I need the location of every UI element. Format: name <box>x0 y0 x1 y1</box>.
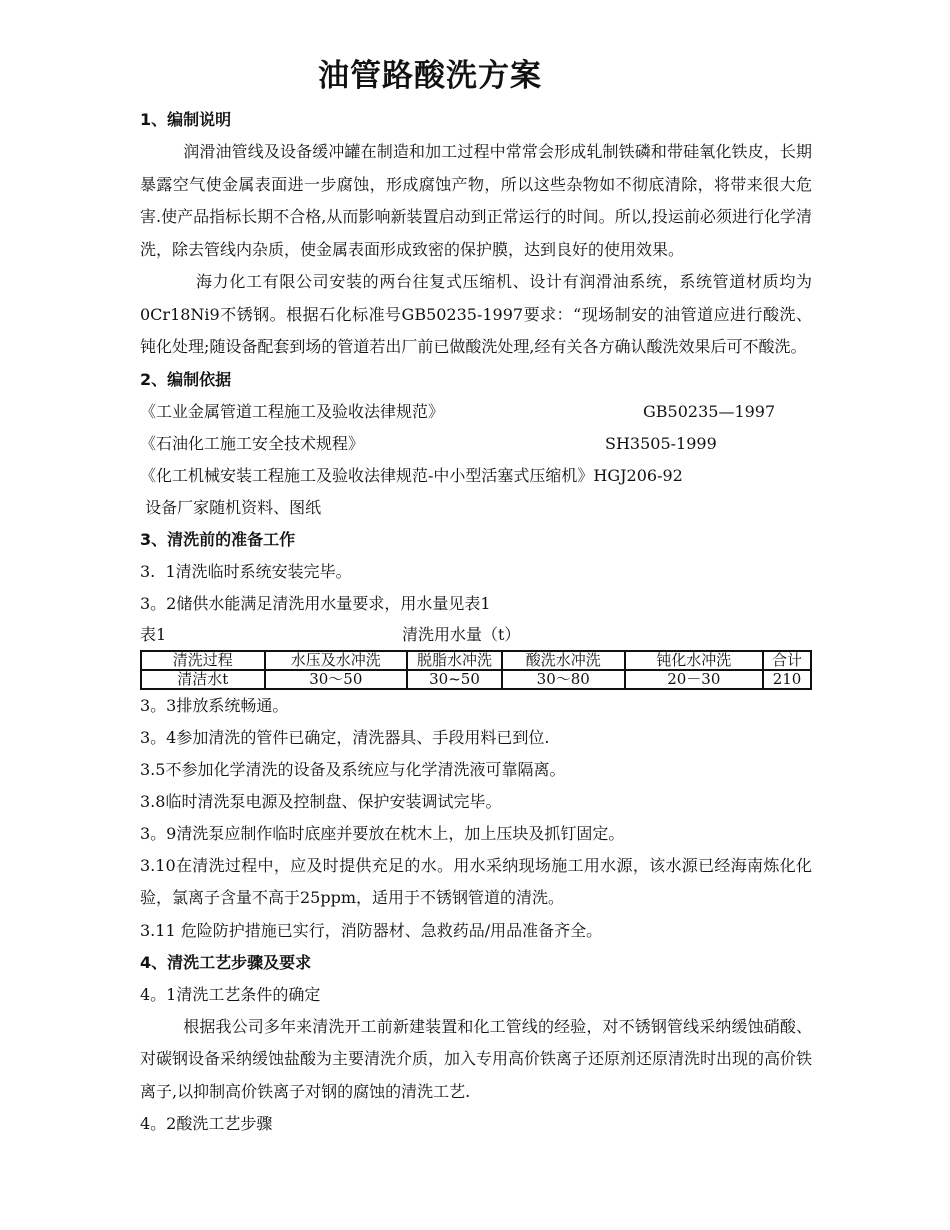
reference-item <box>140 428 812 460</box>
table-header-cell: 水压及水冲洗 <box>265 651 408 670</box>
item-3-4: 3。4参加清洗的管件已确定，清洗器具、手段用料已到位. <box>140 727 550 747</box>
table-cell: 30～50 <box>265 670 408 689</box>
table-row <box>141 670 811 689</box>
item-4-1: 4。1清洗工艺条件的确定 <box>140 984 321 1004</box>
table-header-cell: 酸洗水冲洗 <box>502 651 625 670</box>
reference-code: GB50235—1997 <box>643 401 776 421</box>
table-label: 表1 <box>140 624 167 644</box>
table-cell: 30～80 <box>502 670 625 689</box>
reference-name: 《工业金属管道工程施工及验收法律规范》 <box>140 401 445 421</box>
item-4-2: 4。2酸洗工艺步骤 <box>140 1114 273 1133</box>
reference-name: 《石油化工施工安全技术规程》 <box>140 433 365 453</box>
reference-code: SH3505-1999 <box>605 433 717 453</box>
table-header-cell: 清洗过程 <box>141 651 265 670</box>
section-1-paragraph-1: 润滑油管线及设备缓冲罐在制造和加工过程中常常会形成轧制铁磷和带硅氧化铁皮，长期暴露空气使金属表面进一步腐蚀，形成腐蚀产物，所以这些杂物如不彻底清除，将带来很大危害.使产品指标长期不合格,从而影响新装置启动到正常运行的时间。所以,投运前必须进行化学清洗，除去管线内杂质，使金属表面形成致密的保护膜，达到良好的使用效果。 <box>140 142 812 259</box>
item-3-1: 3. 1清洗临时系统安装完毕。 <box>140 561 352 581</box>
item-3-10: 3.10在清洗过程中，应及时提供充足的水。用水采纳现场施工用水源，该水源已经海南炼化化验，氯离子含量不高于25ppm，适用于不锈钢管道的清洗。 <box>140 855 812 907</box>
reference-item <box>140 460 812 492</box>
item-3-2: 3。2储供水能满足清洗用水量要求，用水量见表1 <box>140 593 491 613</box>
table-header-cell: 脱脂水冲洗 <box>407 651 502 670</box>
table-caption <box>140 620 812 650</box>
section-3-heading: 3、清洗前的准备工作 <box>140 529 296 549</box>
page-title: 油管路酸洗方案 <box>318 58 542 94</box>
table-title: 清洗用水量（t） <box>402 624 521 644</box>
table-header-cell: 钝化水冲洗 <box>625 651 764 670</box>
table-cell: 20－30 <box>625 670 764 689</box>
table-cell: 30~50 <box>407 670 502 689</box>
section-2-heading: 2、编制依据 <box>140 369 232 389</box>
table-cell: 清洁水t <box>141 670 265 689</box>
section-4-paragraph-1: 根据我公司多年来清洗开工前新建装置和化工管线的经验，对不锈钢管线采纳缓蚀硝酸、对碳钢设备采纳缓蚀盐酸为主要清洗介质，加入专用高价铁离子还原剂还原清洗时出现的高价铁离子,以抑制高价铁离子对钢的腐蚀的清洗工艺. <box>140 1016 813 1101</box>
section-1-paragraph-2: 海力化工有限公司安装的两台往复式压缩机、设计有润滑油系统，系统管道材质均为0Cr18Ni9不锈钢。根据石化标准号GB50235-1997要求：“现场制安的油管道应进行酸洗、钝化处理;随设备配套到场的管道若出厂前已做酸洗处理,经有关各方确认酸洗效果后可不酸洗。 <box>140 272 812 356</box>
item-3-9: 3。9清洗泵应制作临时底座并要放在枕木上，加上压块及抓钉固定。 <box>140 823 625 843</box>
reference-extra: 设备厂家随机资料、图纸 <box>140 497 322 517</box>
document-body <box>140 104 812 1140</box>
water-usage-table <box>140 650 812 690</box>
table-header-cell: 合计 <box>763 651 811 670</box>
table-cell: 210 <box>763 670 811 689</box>
section-1-heading: 1、编制说明 <box>140 110 232 129</box>
table-header-row <box>141 651 811 670</box>
item-3-8: 3.8临时清洗泵电源及控制盘、保护安装调试完毕。 <box>140 791 502 811</box>
item-3-3: 3。3排放系统畅通。 <box>140 695 289 715</box>
reference-name: 《化工机械安装工程施工及验收法律规范-中小型活塞式压缩机》HGJ206-92 <box>140 465 683 485</box>
section-4-heading: 4、清洗工艺步骤及要求 <box>140 952 312 972</box>
item-3-11: 3.11 危险防护措施已实行，消防器材、急救药品/用品准备齐全。 <box>140 920 603 940</box>
item-3-5: 3.5不参加化学清洗的设备及系统应与化学清洗液可靠隔离。 <box>140 759 566 779</box>
reference-item <box>140 396 812 428</box>
